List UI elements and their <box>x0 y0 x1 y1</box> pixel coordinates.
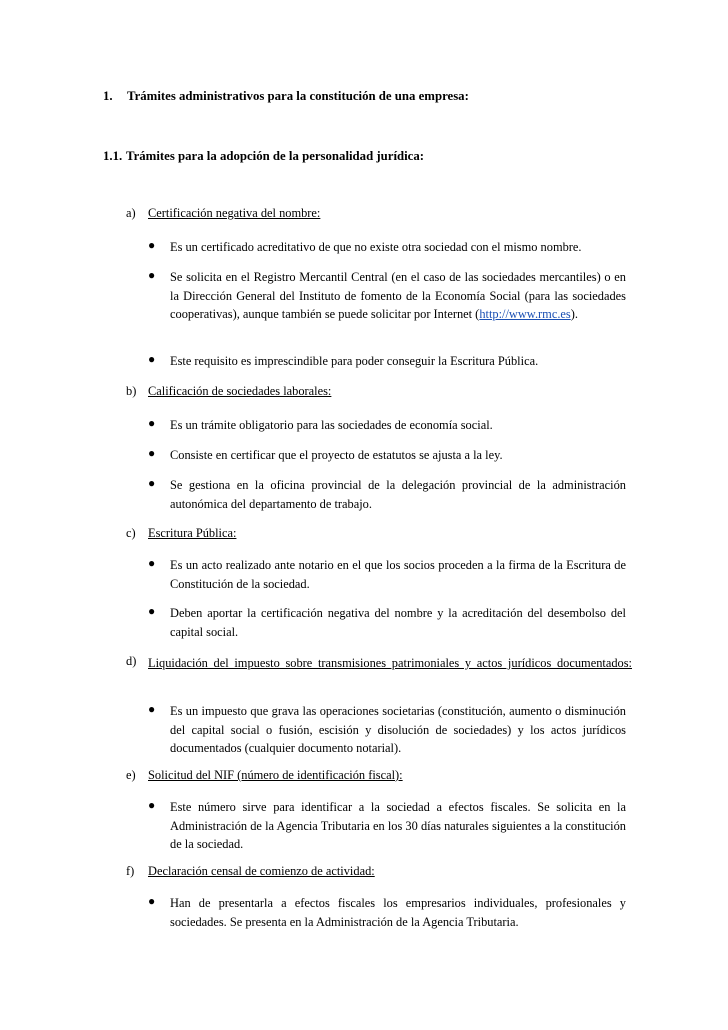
bullet-icon: ● <box>148 476 156 490</box>
bullet-icon: ● <box>148 446 156 460</box>
section-title: Liquidación del impuesto sobre transmisiones patrimoniales y actos jurídicos documentados: <box>148 656 632 670</box>
bullet-icon: ● <box>148 702 156 716</box>
bullet-icon: ● <box>148 556 156 570</box>
section-letter: c) <box>126 526 136 540</box>
section-letter: e) <box>126 768 136 782</box>
section-letter: a) <box>126 206 136 220</box>
bullet-text <box>170 268 626 324</box>
bullet-text: Es un impuesto que grava las operaciones societarias (constitución, aumento o disminución del capital social o fusión, escisión y disolución de sociedades) y los actos jurídicos documentados (cualquier documento notarial). <box>170 704 626 755</box>
heading-1-1-number: 1.1. <box>103 149 123 163</box>
heading-1 <box>103 89 469 104</box>
section-title: Declaración censal de comienzo de actividad: <box>148 864 375 878</box>
section-letter: f) <box>126 864 135 878</box>
heading-1-1-text: Trámites para la adopción de la personalidad jurídica: <box>126 149 425 163</box>
bullet-icon: ● <box>148 894 156 908</box>
bullet-text-part: ). <box>570 307 578 321</box>
bullet-text: Se gestiona en la oficina provincial de la delegación provincial de la administración autonómica del departamento de trabajo. <box>170 478 626 511</box>
section-title: Escritura Pública: <box>148 526 237 540</box>
bullet-icon: ● <box>148 798 156 812</box>
bullet-text: Consiste en certificar que el proyecto de estatutos se ajusta a la ley. <box>170 448 503 462</box>
section-letter: d) <box>126 654 137 668</box>
bullet-text: Este requisito es imprescindible para poder conseguir la Escritura Pública. <box>170 354 539 368</box>
rmc-link[interactable]: http://www.rmc.es <box>479 307 571 321</box>
bullet-icon: ● <box>148 604 156 618</box>
bullet-text: Es un certificado acreditativo de que no existe otra sociedad con el mismo nombre. <box>170 240 582 254</box>
bullet-text: Han de presentarla a efectos fiscales los empresarios individuales, profesionales y sociedades. Se presenta en la Administración de la Agencia Tributaria. <box>170 896 626 929</box>
bullet-icon: ● <box>148 352 156 366</box>
bullet-text-part: Se solicita en el Registro Mercantil Central (en el caso de las sociedades mercantiles) o en la Dirección General del Instituto de fomento de la Economía Social (para las sociedades cooperativas), aunque también se puede solicitar por Internet ( <box>170 270 626 321</box>
bullet-icon: ● <box>148 268 156 282</box>
bullet-text: Deben aportar la certificación negativa del nombre y la acreditación del desembolso del capital social. <box>170 606 626 639</box>
heading-1-number: 1. <box>103 89 113 103</box>
bullet-icon: ● <box>148 238 156 252</box>
section-title: Solicitud del NIF (número de identificación fiscal): <box>148 768 403 782</box>
bullet-text: Es un trámite obligatorio para las sociedades de economía social. <box>170 418 493 432</box>
section-title: Certificación negativa del nombre: <box>148 206 321 220</box>
bullet-text: Este número sirve para identificar a la sociedad a efectos fiscales. Se solicita en la Administración de la Agencia Tributaria en los 30 días naturales siguientes a la constitución de la sociedad. <box>170 800 626 851</box>
bullet-icon: ● <box>148 416 156 430</box>
heading-1-1 <box>103 149 424 164</box>
section-letter: b) <box>126 384 137 398</box>
section-title: Calificación de sociedades laborales: <box>148 384 332 398</box>
bullet-text: Es un acto realizado ante notario en el que los socios proceden a la firma de la Escritura de Constitución de la sociedad. <box>170 558 626 591</box>
heading-1-text: Trámites administrativos para la constitución de una empresa: <box>127 89 469 103</box>
